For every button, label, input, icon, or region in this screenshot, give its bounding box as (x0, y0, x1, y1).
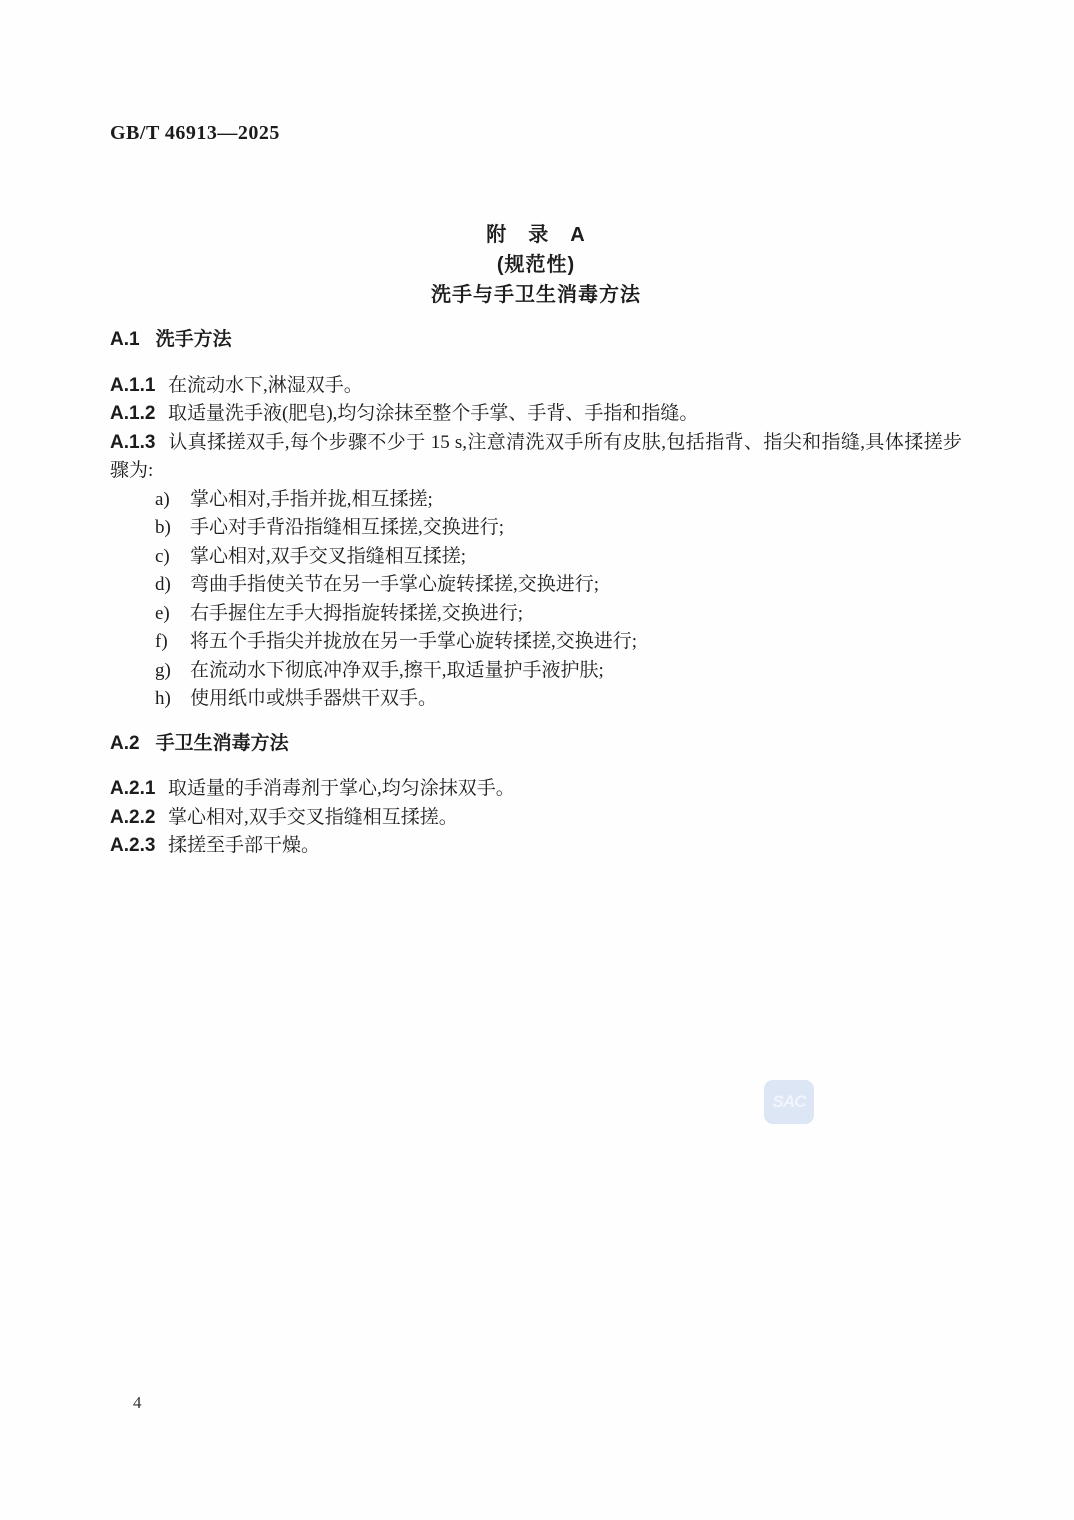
clause-a112-text: 取适量洗手液(肥皂),均匀涂抹至整个手掌、手背、手指和指缝。 (168, 403, 699, 424)
list-item (110, 486, 962, 515)
list-item (110, 657, 962, 686)
clause-a213-text: 揉搓至手部干燥。 (168, 835, 321, 856)
clause-a112 (110, 400, 962, 429)
list-item-text: 右手握住左手大拇指旋转揉搓,交换进行; (190, 602, 524, 624)
section-a1 (110, 326, 962, 714)
list-item-label: a) (155, 488, 170, 510)
clause-a111-number: A.1.1 (110, 374, 156, 396)
list-item (110, 543, 962, 572)
list-item-text: 手心对手背沿指缝相互揉搓,交换进行; (190, 517, 505, 538)
list-item-text: 在流动水下彻底冲净双手,擦干,取适量护手液护肤; (190, 659, 604, 681)
list-item (110, 600, 962, 629)
list-item-label: f) (155, 631, 168, 652)
clause-a212 (110, 804, 962, 833)
section-a1-heading (110, 326, 962, 355)
page-number: 4 (133, 1393, 142, 1412)
list-item-label: b) (155, 517, 171, 538)
clause-a213 (110, 832, 962, 861)
list-item-text: 掌心相对,手指并拢,相互揉搓; (190, 488, 433, 510)
clause-a111 (110, 372, 962, 401)
page-content (110, 120, 962, 861)
appendix-title-block (110, 220, 962, 310)
clause-a113-number: A.1.3 (110, 431, 156, 453)
appendix-subject-title: 洗手与手卫生消毒方法 (431, 284, 641, 306)
clause-a111-text: 在流动水下,淋湿双手。 (168, 374, 363, 396)
list-item (110, 571, 962, 600)
section-a2 (110, 730, 962, 861)
clause-a212-number: A.2.2 (110, 806, 156, 828)
section-a1-title: 洗手方法 (155, 329, 232, 350)
washing-steps-list (110, 486, 962, 714)
section-a2-title: 手卫生消毒方法 (155, 732, 289, 754)
list-item-label: e) (155, 602, 170, 624)
list-item-text: 使用纸巾或烘手器烘干双手。 (190, 688, 438, 709)
section-a2-heading (110, 730, 962, 759)
appendix-title: 附 录 A (486, 224, 586, 246)
list-item-text: 掌心相对,双手交叉指缝相互揉搓; (190, 545, 467, 567)
clause-a212-text: 掌心相对,双手交叉指缝相互揉搓。 (168, 806, 458, 828)
clause-a112-number: A.1.2 (110, 403, 156, 424)
sac-watermark-logo: SAC (764, 1080, 814, 1124)
list-item-label: c) (155, 545, 170, 567)
section-a1-number: A.1 (110, 329, 140, 350)
clause-a211-text: 取适量的手消毒剂于掌心,均匀涂抹双手。 (168, 778, 515, 799)
section-a2-number: A.2 (110, 732, 140, 754)
clause-a211 (110, 775, 962, 804)
list-item (110, 514, 962, 543)
clause-a213-number: A.2.3 (110, 835, 156, 856)
list-item-text: 弯曲手指使关节在另一手掌心旋转揉搓,交换进行; (190, 574, 600, 595)
list-item (110, 685, 962, 714)
list-item-label: d) (155, 574, 171, 595)
clause-a113-text: 认真揉搓双手,每个步骤不少于 15 s,注意清洗双手所有皮肤,包括指背、指尖和指缝,具体揉搓步骤为: (110, 431, 962, 481)
list-item-text: 将五个手指尖并拢放在另一手掌心旋转揉搓,交换进行; (190, 631, 638, 652)
list-item (110, 628, 962, 657)
appendix-normative-label: (规范性) (496, 254, 576, 276)
list-item-label: g) (155, 659, 171, 681)
list-item-label: h) (155, 688, 171, 709)
standard-code: GB/T 46913—2025 (110, 122, 280, 144)
clause-a211-number: A.2.1 (110, 778, 156, 799)
clause-a113 (110, 429, 962, 486)
